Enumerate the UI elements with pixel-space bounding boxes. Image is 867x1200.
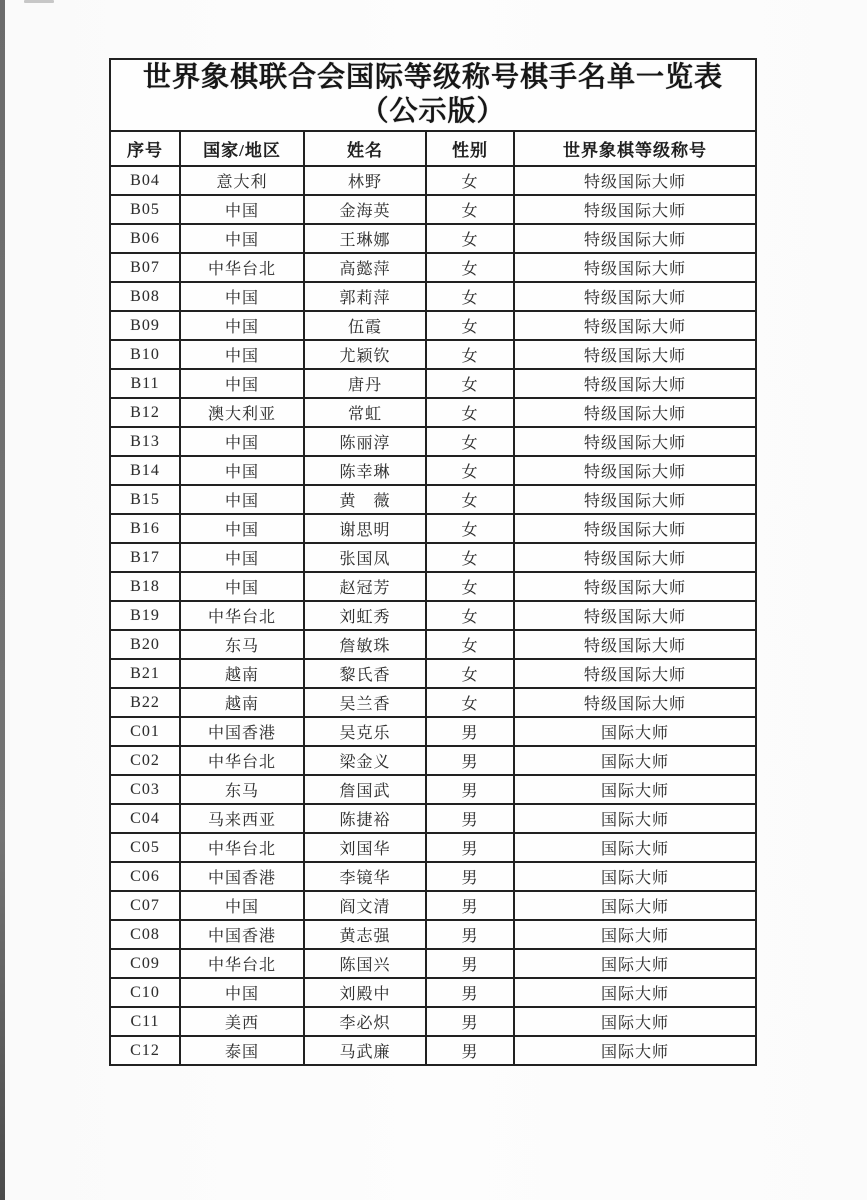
column-header-gender: 性别 (426, 131, 514, 166)
row-id-cell: B15 (110, 485, 180, 514)
row-id-cell: B16 (110, 514, 180, 543)
table-row (110, 282, 756, 311)
region-cell: 马来西亚 (180, 804, 304, 833)
gender-cell: 女 (426, 688, 514, 717)
table-row (110, 1036, 756, 1065)
name-cell: 陈国兴 (304, 949, 426, 978)
title-cell-value: 特级国际大师 (514, 659, 756, 688)
region-cell: 中国香港 (180, 920, 304, 949)
row-id-cell: B09 (110, 311, 180, 340)
region-cell: 中国 (180, 543, 304, 572)
gender-cell: 男 (426, 949, 514, 978)
row-id-cell: B19 (110, 601, 180, 630)
name-cell: 尤颖钦 (304, 340, 426, 369)
row-id-cell: B10 (110, 340, 180, 369)
region-cell: 澳大利亚 (180, 398, 304, 427)
name-cell: 谢思明 (304, 514, 426, 543)
name-cell: 刘虹秀 (304, 601, 426, 630)
title-row (110, 59, 756, 131)
region-cell: 中国 (180, 195, 304, 224)
name-cell: 黄志强 (304, 920, 426, 949)
name-cell: 詹国武 (304, 775, 426, 804)
region-cell: 中华台北 (180, 253, 304, 282)
region-cell: 中国 (180, 340, 304, 369)
gender-cell: 男 (426, 920, 514, 949)
gender-cell: 女 (426, 630, 514, 659)
column-header-row (110, 131, 756, 166)
row-id-cell: B17 (110, 543, 180, 572)
row-id-cell: C09 (110, 949, 180, 978)
name-cell: 金海英 (304, 195, 426, 224)
region-cell: 中华台北 (180, 601, 304, 630)
title-cell-value: 特级国际大师 (514, 369, 756, 398)
scan-artifact-line (24, 0, 54, 3)
title-cell-value: 特级国际大师 (514, 311, 756, 340)
gender-cell: 男 (426, 1036, 514, 1065)
title-cell-value: 特级国际大师 (514, 572, 756, 601)
gender-cell: 女 (426, 514, 514, 543)
region-cell: 东马 (180, 775, 304, 804)
title-line-1: 世界象棋联合会国际等级称号棋手名单一览表 (143, 62, 724, 93)
name-cell: 吴兰香 (304, 688, 426, 717)
name-cell: 刘殿中 (304, 978, 426, 1007)
gender-cell: 女 (426, 369, 514, 398)
row-id-cell: C10 (110, 978, 180, 1007)
table-row (110, 195, 756, 224)
name-cell: 陈丽淳 (304, 427, 426, 456)
title-cell-value: 国际大师 (514, 891, 756, 920)
table-row (110, 978, 756, 1007)
region-cell: 意大利 (180, 166, 304, 195)
row-id-cell: C08 (110, 920, 180, 949)
gender-cell: 男 (426, 833, 514, 862)
name-cell: 詹敏珠 (304, 630, 426, 659)
table-row (110, 369, 756, 398)
gender-cell: 男 (426, 1007, 514, 1036)
name-cell: 陈捷裕 (304, 804, 426, 833)
gender-cell: 女 (426, 166, 514, 195)
title-cell-value: 特级国际大师 (514, 427, 756, 456)
region-cell: 中国 (180, 224, 304, 253)
region-cell: 中国 (180, 456, 304, 485)
region-cell: 中国 (180, 514, 304, 543)
table-row (110, 891, 756, 920)
players-table (109, 58, 757, 1066)
title-cell-value: 国际大师 (514, 1007, 756, 1036)
table-row (110, 1007, 756, 1036)
row-id-cell: B04 (110, 166, 180, 195)
gender-cell: 女 (426, 195, 514, 224)
table-row (110, 688, 756, 717)
name-cell: 阎文清 (304, 891, 426, 920)
scan-edge-strip (0, 0, 5, 1200)
table-row (110, 340, 756, 369)
region-cell: 东马 (180, 630, 304, 659)
row-id-cell: B05 (110, 195, 180, 224)
table-title (110, 59, 756, 131)
name-cell: 吴克乐 (304, 717, 426, 746)
gender-cell: 男 (426, 804, 514, 833)
region-cell: 中国 (180, 485, 304, 514)
row-id-cell: B13 (110, 427, 180, 456)
name-cell: 郭莉萍 (304, 282, 426, 311)
title-cell-value: 特级国际大师 (514, 340, 756, 369)
name-cell: 王琳娜 (304, 224, 426, 253)
region-cell: 越南 (180, 659, 304, 688)
row-id-cell: C01 (110, 717, 180, 746)
region-cell: 中华台北 (180, 949, 304, 978)
title-cell-value: 特级国际大师 (514, 514, 756, 543)
name-cell: 唐丹 (304, 369, 426, 398)
title-cell-value: 国际大师 (514, 978, 756, 1007)
gender-cell: 女 (426, 572, 514, 601)
name-cell: 赵冠芳 (304, 572, 426, 601)
title-cell-value: 国际大师 (514, 949, 756, 978)
table-row (110, 427, 756, 456)
title-cell-value: 特级国际大师 (514, 456, 756, 485)
title-line-2: （公示版） (360, 96, 506, 127)
gender-cell: 女 (426, 398, 514, 427)
region-cell: 中华台北 (180, 833, 304, 862)
table-row (110, 456, 756, 485)
gender-cell: 男 (426, 862, 514, 891)
name-cell: 林野 (304, 166, 426, 195)
name-cell: 马武廉 (304, 1036, 426, 1065)
table-row (110, 717, 756, 746)
row-id-cell: C03 (110, 775, 180, 804)
region-cell: 美西 (180, 1007, 304, 1036)
title-cell-value: 特级国际大师 (514, 224, 756, 253)
table-row (110, 659, 756, 688)
row-id-cell: B14 (110, 456, 180, 485)
region-cell: 中国 (180, 978, 304, 1007)
gender-cell: 女 (426, 659, 514, 688)
region-cell: 越南 (180, 688, 304, 717)
name-cell: 李镜华 (304, 862, 426, 891)
name-cell: 常虹 (304, 398, 426, 427)
region-cell: 中国 (180, 369, 304, 398)
title-cell-value: 特级国际大师 (514, 195, 756, 224)
gender-cell: 女 (426, 601, 514, 630)
column-header-title: 世界象棋等级称号 (514, 131, 756, 166)
row-id-cell: C06 (110, 862, 180, 891)
name-cell: 伍霞 (304, 311, 426, 340)
title-cell-value: 特级国际大师 (514, 282, 756, 311)
table-row (110, 485, 756, 514)
row-id-cell: B08 (110, 282, 180, 311)
title-cell-value: 国际大师 (514, 804, 756, 833)
table-row (110, 253, 756, 282)
gender-cell: 女 (426, 456, 514, 485)
gender-cell: 女 (426, 543, 514, 572)
row-id-cell: B21 (110, 659, 180, 688)
row-id-cell: C11 (110, 1007, 180, 1036)
row-id-cell: B06 (110, 224, 180, 253)
table-row (110, 920, 756, 949)
gender-cell: 男 (426, 746, 514, 775)
title-cell-value: 特级国际大师 (514, 166, 756, 195)
name-cell: 刘国华 (304, 833, 426, 862)
table-row (110, 514, 756, 543)
table-row (110, 224, 756, 253)
table-row (110, 398, 756, 427)
name-cell: 高懿萍 (304, 253, 426, 282)
title-cell-value: 特级国际大师 (514, 398, 756, 427)
title-cell-value: 特级国际大师 (514, 253, 756, 282)
name-cell: 黎氏香 (304, 659, 426, 688)
gender-cell: 男 (426, 978, 514, 1007)
row-id-cell: B20 (110, 630, 180, 659)
table-row (110, 862, 756, 891)
table-row (110, 601, 756, 630)
column-header-name: 姓名 (304, 131, 426, 166)
table-row (110, 543, 756, 572)
table-row (110, 166, 756, 195)
title-cell-value: 国际大师 (514, 920, 756, 949)
title-cell-value: 特级国际大师 (514, 601, 756, 630)
name-cell: 梁金义 (304, 746, 426, 775)
name-cell: 李必炽 (304, 1007, 426, 1036)
gender-cell: 男 (426, 717, 514, 746)
title-cell-value: 特级国际大师 (514, 485, 756, 514)
gender-cell: 女 (426, 253, 514, 282)
region-cell: 中国 (180, 311, 304, 340)
row-id-cell: B18 (110, 572, 180, 601)
region-cell: 中国 (180, 572, 304, 601)
region-cell: 中国 (180, 427, 304, 456)
row-id-cell: B12 (110, 398, 180, 427)
name-cell: 黄 薇 (304, 485, 426, 514)
region-cell: 中国 (180, 282, 304, 311)
gender-cell: 女 (426, 427, 514, 456)
table-row (110, 775, 756, 804)
region-cell: 中国香港 (180, 717, 304, 746)
table-row (110, 949, 756, 978)
table-row (110, 804, 756, 833)
row-id-cell: C07 (110, 891, 180, 920)
table-row (110, 572, 756, 601)
title-cell-value: 国际大师 (514, 775, 756, 804)
column-header-region: 国家/地区 (180, 131, 304, 166)
table-row (110, 311, 756, 340)
title-cell-value: 特级国际大师 (514, 688, 756, 717)
gender-cell: 女 (426, 485, 514, 514)
row-id-cell: B07 (110, 253, 180, 282)
gender-cell: 女 (426, 340, 514, 369)
gender-cell: 男 (426, 891, 514, 920)
row-id-cell: C02 (110, 746, 180, 775)
row-id-cell: B11 (110, 369, 180, 398)
name-cell: 张国凤 (304, 543, 426, 572)
name-cell: 陈幸琳 (304, 456, 426, 485)
column-header-no: 序号 (110, 131, 180, 166)
table-row (110, 746, 756, 775)
row-id-cell: C05 (110, 833, 180, 862)
gender-cell: 女 (426, 282, 514, 311)
region-cell: 中国香港 (180, 862, 304, 891)
region-cell: 中国 (180, 891, 304, 920)
title-cell-value: 特级国际大师 (514, 543, 756, 572)
row-id-cell: B22 (110, 688, 180, 717)
region-cell: 泰国 (180, 1036, 304, 1065)
title-cell-value: 国际大师 (514, 1036, 756, 1065)
table-row (110, 833, 756, 862)
row-id-cell: C04 (110, 804, 180, 833)
title-cell-value: 国际大师 (514, 862, 756, 891)
gender-cell: 女 (426, 311, 514, 340)
gender-cell: 男 (426, 775, 514, 804)
title-cell-value: 国际大师 (514, 746, 756, 775)
gender-cell: 女 (426, 224, 514, 253)
table-row (110, 630, 756, 659)
title-cell-value: 国际大师 (514, 833, 756, 862)
title-cell-value: 国际大师 (514, 717, 756, 746)
region-cell: 中华台北 (180, 746, 304, 775)
title-cell-value: 特级国际大师 (514, 630, 756, 659)
row-id-cell: C12 (110, 1036, 180, 1065)
